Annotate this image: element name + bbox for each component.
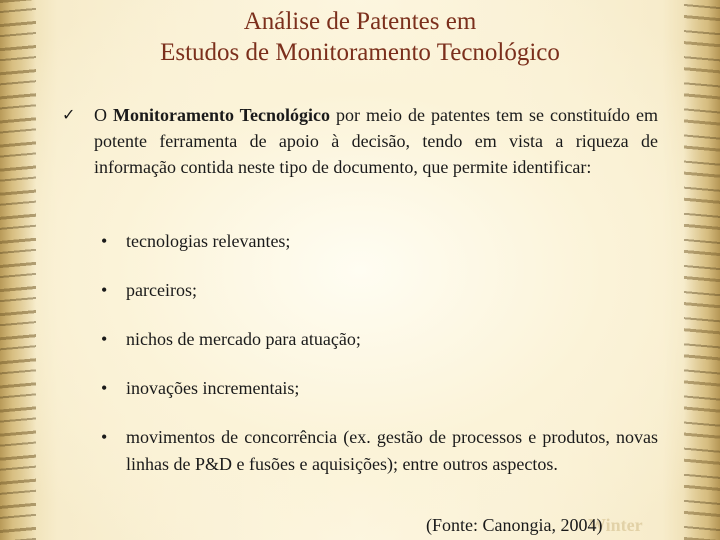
bullet-dot-icon: • <box>101 280 108 300</box>
list-item-text: nichos de mercado para atuação; <box>126 329 361 349</box>
intro-prefix: O <box>94 105 114 125</box>
slide-title <box>40 6 680 68</box>
parchment-edge-right <box>684 0 720 540</box>
intro-rest: por meio de patentes tem se constituído em potente ferramenta de apoio à decisão, tendo em vista a riqueza de informação contida neste tipo de documento, que permite identificar: <box>94 105 659 177</box>
source-citation: (Fonte: Canongia, 2004) <box>426 515 603 535</box>
list-item <box>98 375 658 402</box>
list-item-text: parceiros; <box>126 280 197 300</box>
bullet-list <box>98 228 658 500</box>
intro-bold-term: Monitoramento Tecnológico <box>113 105 331 125</box>
list-item <box>98 277 658 304</box>
list-item-text: tecnologias relevantes; <box>126 231 291 251</box>
slide-title-line-2: Estudos de Monitoramento Tecnológico <box>160 39 560 66</box>
list-item <box>98 326 658 353</box>
list-item <box>98 424 658 478</box>
slide-title-line-1: Análise de Patentes em <box>243 8 477 35</box>
intro-text <box>94 102 658 180</box>
list-item-text: movimentos de concorrência (ex. gestão de processos e produtos, novas linhas de P&D e fusões e aquisições); entre outros aspectos. <box>126 427 658 474</box>
intro-paragraph <box>62 102 658 180</box>
check-icon: ✓ <box>62 105 76 124</box>
bullet-dot-icon: • <box>101 378 108 398</box>
bullet-dot-icon: • <box>101 231 108 251</box>
bullet-dot-icon: • <box>101 427 108 447</box>
watermark: Winter <box>588 515 643 535</box>
list-item <box>98 228 658 255</box>
list-item-text: inovações incrementais; <box>126 378 300 398</box>
parchment-edge-left <box>0 0 36 540</box>
bullet-dot-icon: • <box>101 329 108 349</box>
